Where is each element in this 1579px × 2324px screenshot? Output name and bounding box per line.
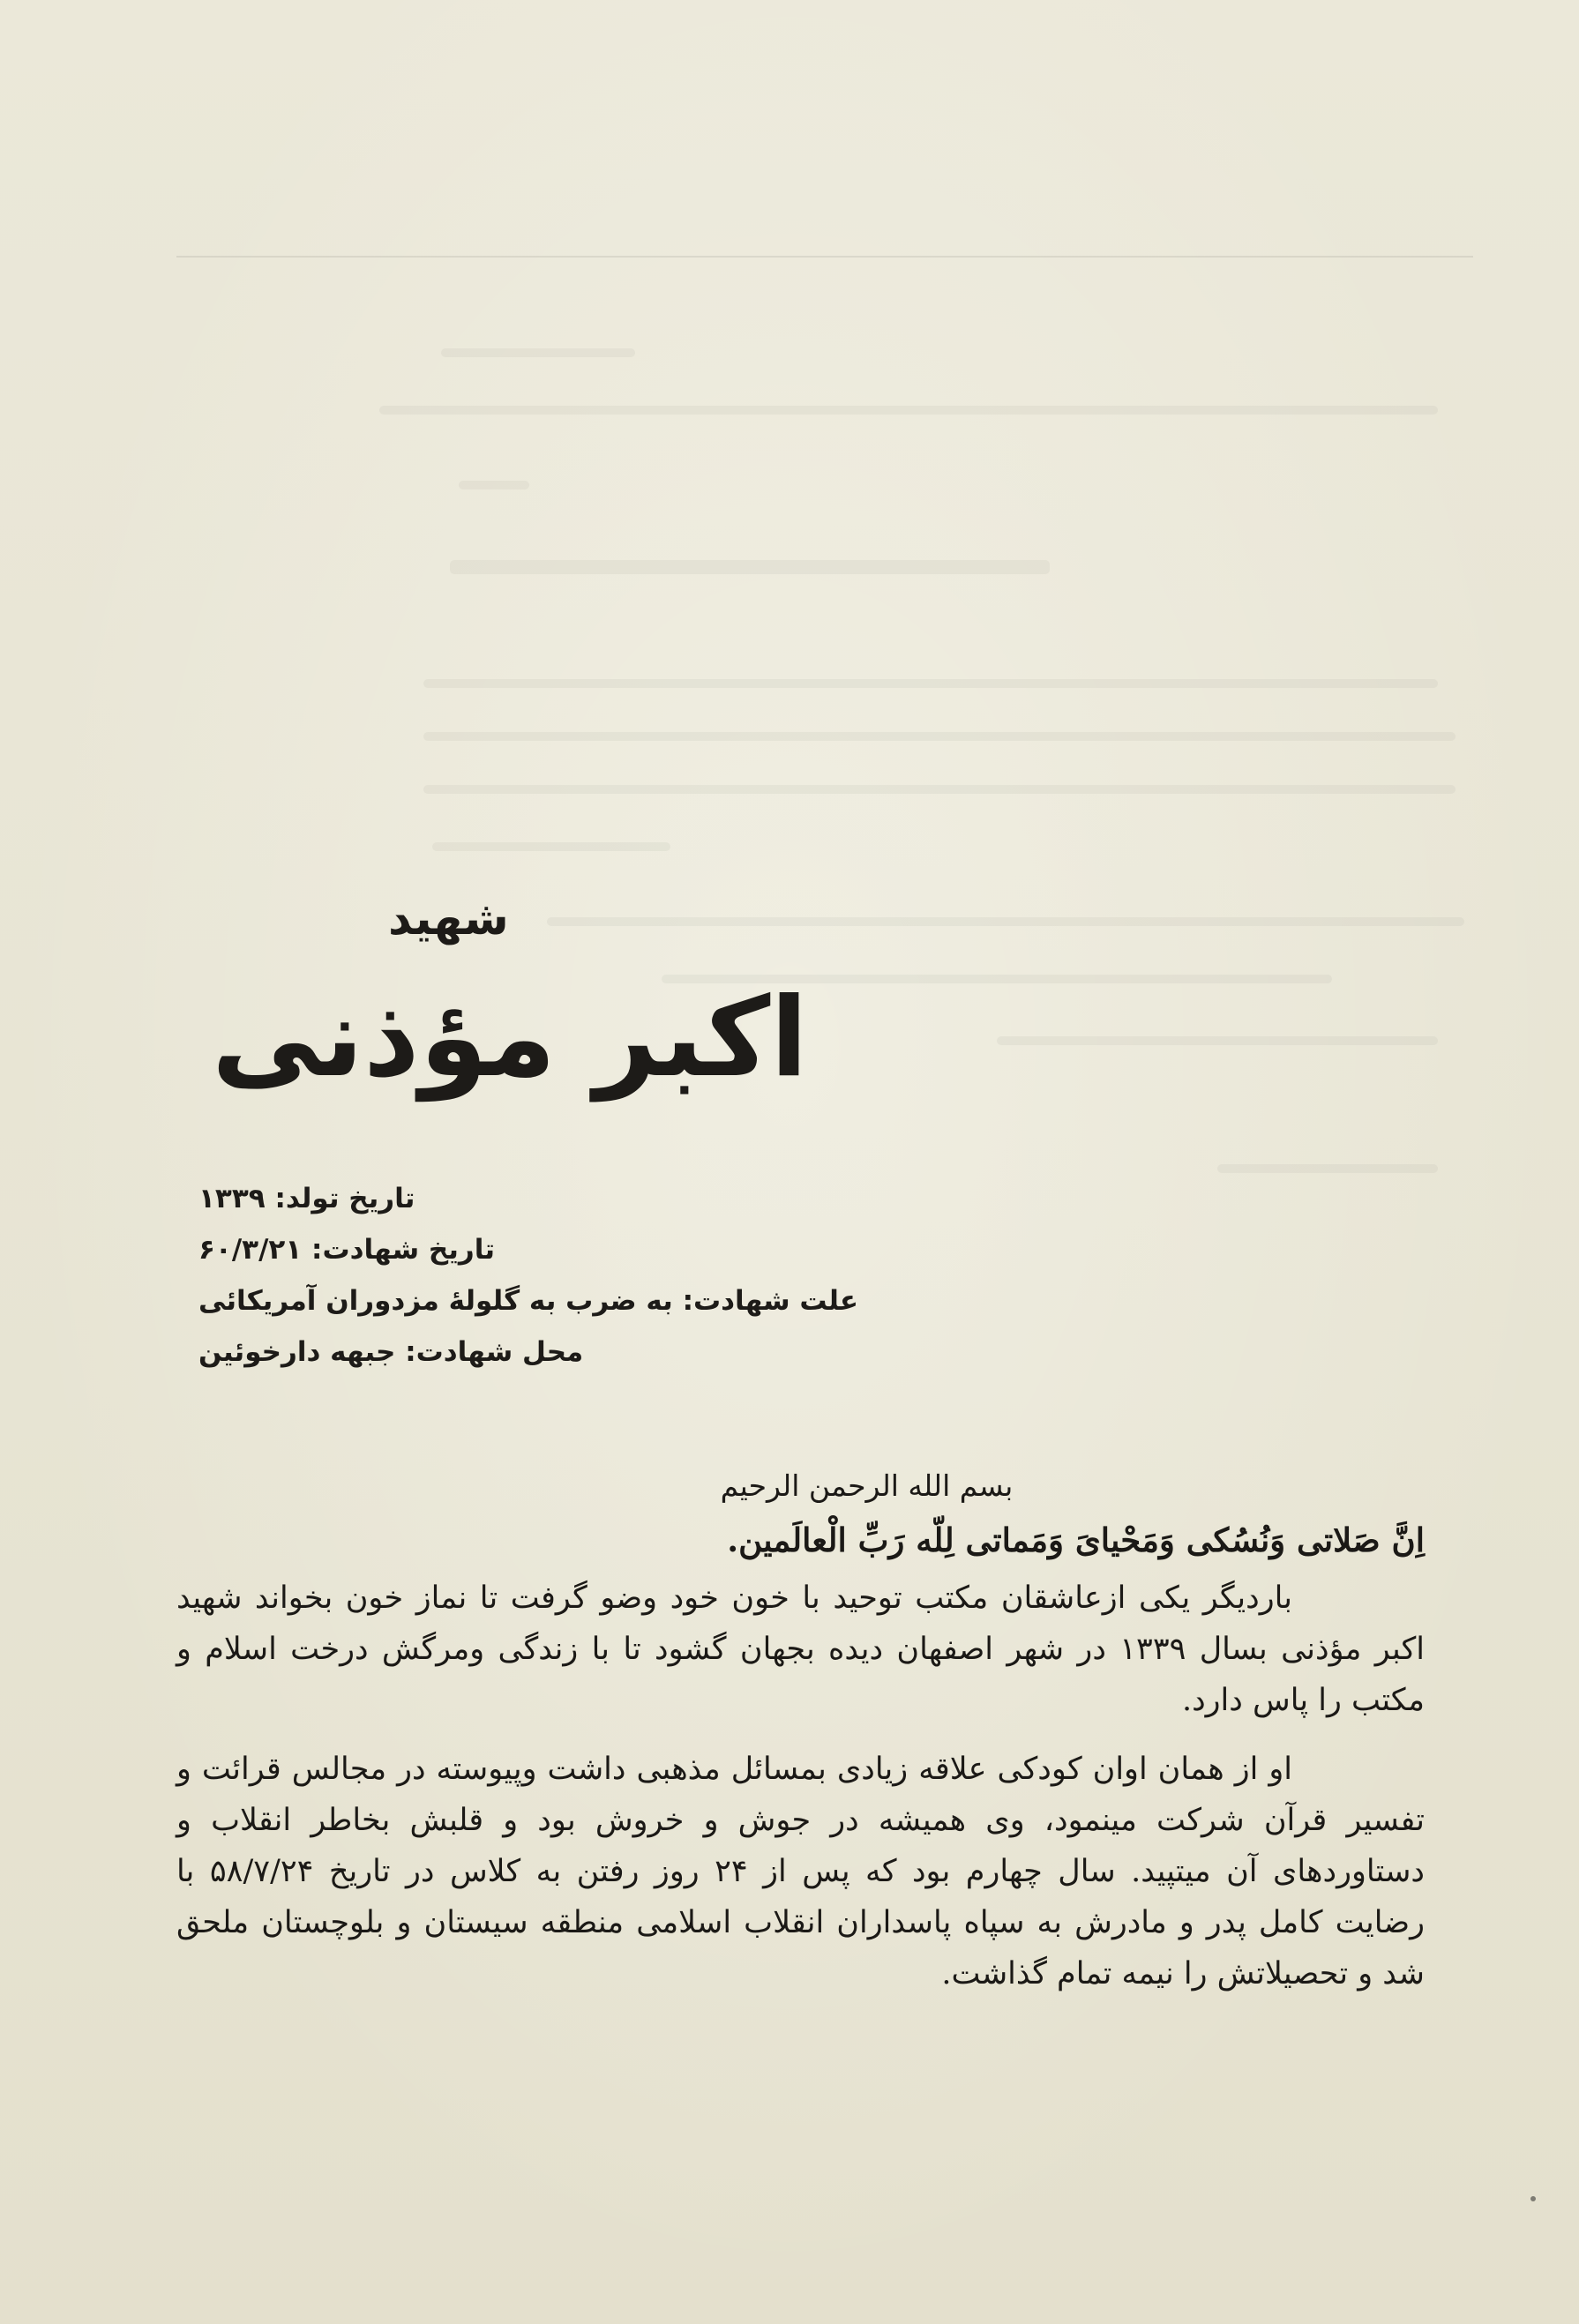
quran-verse: اِنَّ صَلاتی وَنُسُکی وَمَحْیایَ وَمَماتی لِلّه رَبِّ الْعالَمین. bbox=[727, 1521, 1425, 1559]
show-through-rule bbox=[176, 256, 1473, 258]
show-through-line bbox=[423, 732, 1456, 741]
martyr-name-title: اکبر مؤذنی bbox=[212, 975, 808, 1102]
show-through-line bbox=[459, 481, 529, 489]
fact-value: ۶۰/۳/۲۱ bbox=[198, 1234, 303, 1266]
page-speck bbox=[1530, 2196, 1536, 2201]
paragraph: او از همان اوان کودکی علاقه زیادی بمسائل مذهبی داشت وپیوسته در مجالس قرائت و تفسیر قرآن شرکت مینمود، وی همیشه در جوش و خروش بود و قلبش بخاطر انقلاب و دستاوردهای آن میتپید. سال چهارم بود که پس از ۲۴ روز رفتن به کلاس در تاریخ ۵۸/۷/۲۴ با رضایت کامل پدر و مادرش به سپاه پاسداران انقلاب اسلامی منطقه سیستان و بلوچستان ملحق شد و تحصیلاتش را نیمه تمام گذاشت. bbox=[176, 1752, 1426, 1991]
show-through-line bbox=[379, 406, 1438, 415]
show-through-line bbox=[1217, 1164, 1438, 1173]
fact-label: تاریخ شهادت: bbox=[311, 1234, 495, 1266]
show-through-line bbox=[423, 679, 1438, 688]
fact-value: جبهه دارخوئین bbox=[198, 1336, 396, 1368]
fact-martyrdom-date bbox=[198, 1224, 869, 1275]
fact-birth-date bbox=[198, 1173, 869, 1224]
paragraph: باردیگر یکی ازعاشقان مکتب توحید با خون خود وضو گرفت تا نماز خون بخواند شهید اکبر مؤذنی بسال ۱۳۳۹ در شهر اصفهان دیده بجهان گشود تا با زندگی ومرگش درخت اسلام و مکتب را پاس دارد. bbox=[176, 1580, 1425, 1718]
show-through-line bbox=[997, 1036, 1438, 1045]
facts-block bbox=[198, 1173, 869, 1378]
fact-label: علت شهادت: bbox=[682, 1285, 859, 1317]
body-text bbox=[176, 1460, 1425, 2017]
show-through-line bbox=[547, 917, 1464, 926]
fact-martyrdom-cause bbox=[198, 1275, 869, 1326]
show-through-line bbox=[441, 348, 635, 357]
fact-label: تاریخ تولد: bbox=[274, 1183, 415, 1214]
basmala: بسم الله الرحمن الرحیم bbox=[720, 1468, 1014, 1503]
show-through-line bbox=[432, 842, 670, 851]
fact-value: ۱۳۳۹ bbox=[198, 1183, 266, 1214]
fact-label: محل شهادت: bbox=[405, 1336, 584, 1368]
show-through-line bbox=[450, 560, 1050, 574]
fact-martyrdom-place bbox=[198, 1326, 869, 1378]
fact-value: به ضرب به گلولهٔ مزدوران آمریکائی bbox=[198, 1285, 673, 1317]
show-through-line bbox=[423, 785, 1456, 794]
title-prefix: شهید bbox=[388, 893, 509, 945]
